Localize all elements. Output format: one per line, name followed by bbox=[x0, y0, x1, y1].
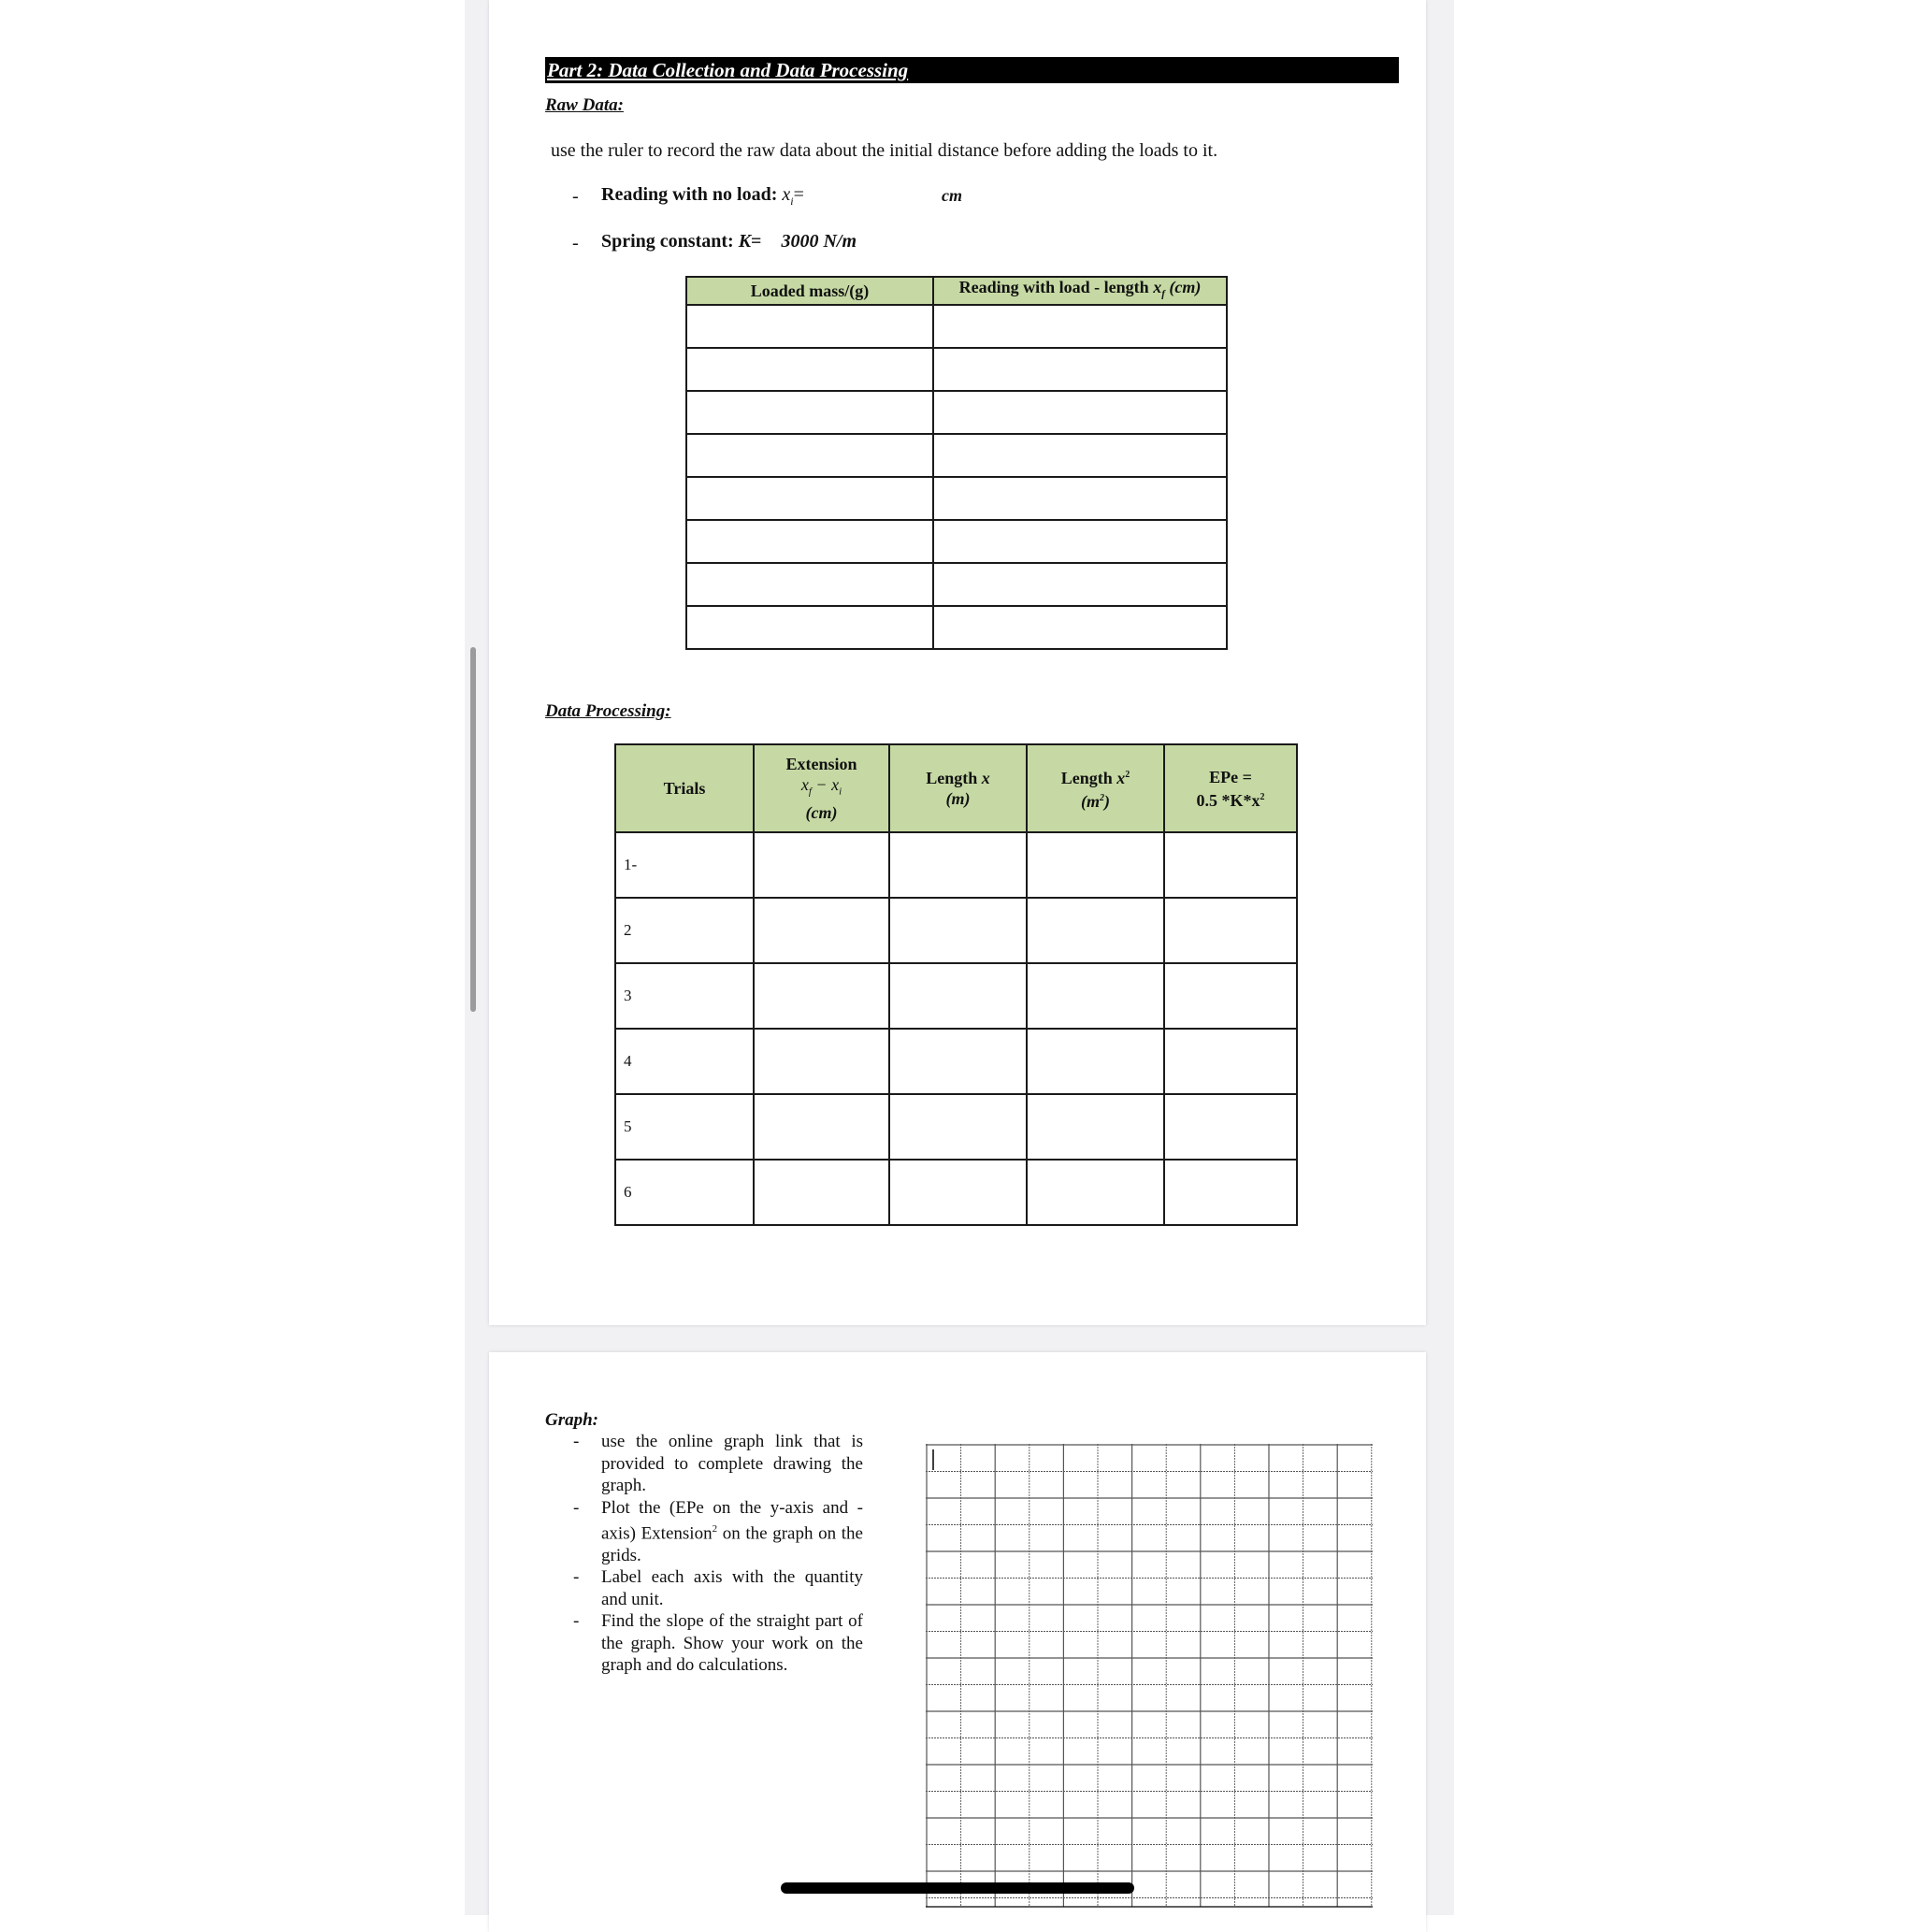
extension-unit: (cm) bbox=[805, 802, 838, 822]
data-processing-heading: Data Processing: bbox=[545, 701, 671, 721]
header-reading-text: Reading with load - length bbox=[958, 278, 1154, 296]
table-row bbox=[615, 1094, 1297, 1160]
length-var: x bbox=[981, 769, 990, 787]
instruction-text: use the online graph link that is provided to complete drawing the graph. bbox=[601, 1432, 863, 1495]
trial-label: 1- bbox=[615, 832, 754, 898]
data-cell[interactable] bbox=[1027, 963, 1164, 1029]
data-cell[interactable] bbox=[1164, 832, 1297, 898]
bullet-dash: - bbox=[572, 186, 579, 207]
spring-var: K bbox=[738, 231, 752, 252]
bullet-dash: - bbox=[573, 1567, 580, 1588]
epe-formula-text: 0.5 *K*x bbox=[1196, 790, 1260, 810]
spring-constant bbox=[601, 231, 857, 252]
reading-cell[interactable] bbox=[933, 434, 1227, 477]
table-row bbox=[615, 832, 1297, 898]
extension-i: i bbox=[839, 786, 842, 798]
data-cell[interactable] bbox=[1027, 1160, 1164, 1225]
extension-minus: − x bbox=[811, 775, 840, 795]
data-cell[interactable] bbox=[754, 963, 889, 1029]
data-cell[interactable] bbox=[754, 1029, 889, 1094]
instruction-tail: on the graph on the grids. bbox=[601, 1523, 863, 1565]
page-2 bbox=[489, 1352, 1426, 1932]
intro-text: use the ruler to record the raw data about the initial distance before adding the loads to it. bbox=[551, 140, 1218, 161]
part-title-bar bbox=[545, 57, 1399, 83]
data-cell[interactable] bbox=[754, 1094, 889, 1160]
bullet-dash: - bbox=[573, 1497, 580, 1518]
header-length-squared bbox=[1027, 744, 1164, 832]
length2-var: x bbox=[1116, 769, 1126, 787]
bullet-dash: - bbox=[573, 1432, 580, 1451]
header-loaded-mass: Loaded mass/(g) bbox=[686, 277, 933, 305]
data-cell[interactable] bbox=[889, 963, 1027, 1029]
reading-var: x bbox=[782, 184, 791, 205]
table-row bbox=[686, 520, 1227, 563]
header-extension bbox=[754, 744, 889, 832]
data-cell[interactable] bbox=[889, 1094, 1027, 1160]
reading-cell[interactable] bbox=[933, 477, 1227, 520]
extension-x: x bbox=[800, 775, 809, 795]
data-cell[interactable] bbox=[1164, 1160, 1297, 1225]
table-row bbox=[686, 606, 1227, 649]
length2-unit bbox=[1028, 788, 1163, 812]
instruction-text: Plot the (EPe on the y-axis and -axis) Extension bbox=[601, 1497, 863, 1544]
header-reading-var: x bbox=[1153, 278, 1162, 296]
data-cell[interactable] bbox=[1164, 1029, 1297, 1094]
list-item bbox=[545, 1566, 863, 1610]
spring-constant-label: Spring constant: bbox=[601, 231, 739, 252]
data-cell[interactable] bbox=[1164, 1094, 1297, 1160]
data-cell[interactable] bbox=[1164, 963, 1297, 1029]
mass-cell[interactable] bbox=[686, 477, 933, 520]
length2-sup: 2 bbox=[1125, 770, 1130, 780]
epe-formula bbox=[1165, 787, 1296, 811]
table-row bbox=[686, 563, 1227, 606]
spring-value: 3000 N/m bbox=[781, 231, 857, 252]
page-1 bbox=[489, 0, 1426, 1325]
data-cell[interactable] bbox=[889, 832, 1027, 898]
list-item bbox=[545, 1610, 863, 1677]
data-cell[interactable] bbox=[1027, 1029, 1164, 1094]
graph-grid[interactable] bbox=[926, 1444, 1375, 1911]
header-reading-unit: (cm) bbox=[1164, 278, 1202, 296]
graph-instructions bbox=[545, 1431, 863, 1677]
table-row bbox=[615, 963, 1297, 1029]
mass-cell[interactable] bbox=[686, 606, 933, 649]
extension-f: f bbox=[808, 786, 812, 798]
table-row bbox=[686, 477, 1227, 520]
data-cell[interactable] bbox=[1027, 898, 1164, 963]
length-unit: (m) bbox=[945, 789, 971, 808]
table-row bbox=[686, 305, 1227, 348]
data-cell[interactable] bbox=[889, 1029, 1027, 1094]
trial-label: 4 bbox=[615, 1029, 754, 1094]
list-item bbox=[545, 1431, 863, 1497]
epe-sup: 2 bbox=[1260, 791, 1265, 802]
length2-unit-b: ) bbox=[1104, 792, 1110, 811]
table-row bbox=[686, 348, 1227, 391]
extension-formula bbox=[755, 774, 888, 802]
raw-data-table bbox=[685, 276, 1228, 650]
mass-cell[interactable] bbox=[686, 563, 933, 606]
mass-cell[interactable] bbox=[686, 520, 933, 563]
header-reading-with-load bbox=[933, 277, 1227, 305]
data-cell[interactable] bbox=[1027, 1094, 1164, 1160]
reading-unit: cm bbox=[942, 186, 962, 205]
length2-title bbox=[1028, 765, 1163, 788]
trial-label: 6 bbox=[615, 1160, 754, 1225]
list-item bbox=[545, 1497, 863, 1567]
instruction-text: Label each axis with the quantity and unit. bbox=[601, 1567, 863, 1609]
data-cell[interactable] bbox=[1027, 832, 1164, 898]
bullet-dash: - bbox=[572, 233, 579, 253]
table-row bbox=[615, 898, 1297, 963]
table-row bbox=[686, 391, 1227, 434]
grid-lines bbox=[926, 1444, 1373, 1907]
length2-unit-sup: 2 bbox=[1100, 793, 1104, 803]
reading-cell[interactable] bbox=[933, 606, 1227, 649]
reading-no-load bbox=[601, 184, 804, 209]
length2-title-text: Length bbox=[1060, 769, 1117, 787]
instruction-sup: 2 bbox=[712, 1523, 718, 1535]
trial-label: 3 bbox=[615, 963, 754, 1029]
data-cell[interactable] bbox=[1164, 898, 1297, 963]
graph-heading: Graph: bbox=[545, 1410, 599, 1430]
header-reading-sub: f bbox=[1161, 288, 1165, 300]
table-header-row bbox=[615, 744, 1297, 832]
epe-title: EPe = bbox=[1209, 767, 1252, 786]
reading-cell[interactable] bbox=[933, 391, 1227, 434]
extension-title: Extension bbox=[785, 755, 857, 774]
raw-data-heading: Raw Data: bbox=[545, 95, 624, 115]
home-indicator[interactable] bbox=[781, 1882, 1134, 1894]
reading-cell[interactable] bbox=[933, 348, 1227, 391]
mass-cell[interactable] bbox=[686, 434, 933, 477]
header-trials: Trials bbox=[615, 744, 754, 832]
reading-eq: = bbox=[793, 184, 804, 205]
trial-label: 2 bbox=[615, 898, 754, 963]
table-row bbox=[615, 1160, 1297, 1225]
length-title-text: Length bbox=[926, 769, 982, 787]
data-processing-table bbox=[614, 743, 1298, 1226]
mass-cell[interactable] bbox=[686, 305, 933, 348]
header-length bbox=[889, 744, 1027, 832]
length2-unit-a: (m bbox=[1081, 792, 1100, 811]
part-title: Part 2: Data Collection and Data Processing bbox=[547, 59, 909, 81]
mass-cell[interactable] bbox=[686, 391, 933, 434]
data-cell[interactable] bbox=[889, 898, 1027, 963]
mass-cell[interactable] bbox=[686, 348, 933, 391]
table-header-row bbox=[686, 277, 1227, 305]
reading-sub: i bbox=[790, 195, 794, 208]
reading-cell[interactable] bbox=[933, 563, 1227, 606]
table-row bbox=[686, 434, 1227, 477]
reading-cell[interactable] bbox=[933, 520, 1227, 563]
bullet-dash: - bbox=[573, 1611, 580, 1632]
table-row bbox=[615, 1029, 1297, 1094]
header-epe bbox=[1164, 744, 1297, 832]
reading-no-load-label: Reading with no load: bbox=[601, 184, 783, 205]
spring-eq: = bbox=[751, 231, 762, 252]
instruction-text: Find the slope of the straight part of the graph. Show your work on the graph and do calculations. bbox=[601, 1611, 863, 1676]
reading-cell[interactable] bbox=[933, 305, 1227, 348]
data-cell[interactable] bbox=[889, 1160, 1027, 1225]
data-cell[interactable] bbox=[754, 898, 889, 963]
length-title bbox=[890, 768, 1026, 788]
trial-label: 5 bbox=[615, 1094, 754, 1160]
data-cell[interactable] bbox=[754, 832, 889, 898]
data-cell[interactable] bbox=[754, 1160, 889, 1225]
scrollbar[interactable] bbox=[470, 647, 476, 1012]
